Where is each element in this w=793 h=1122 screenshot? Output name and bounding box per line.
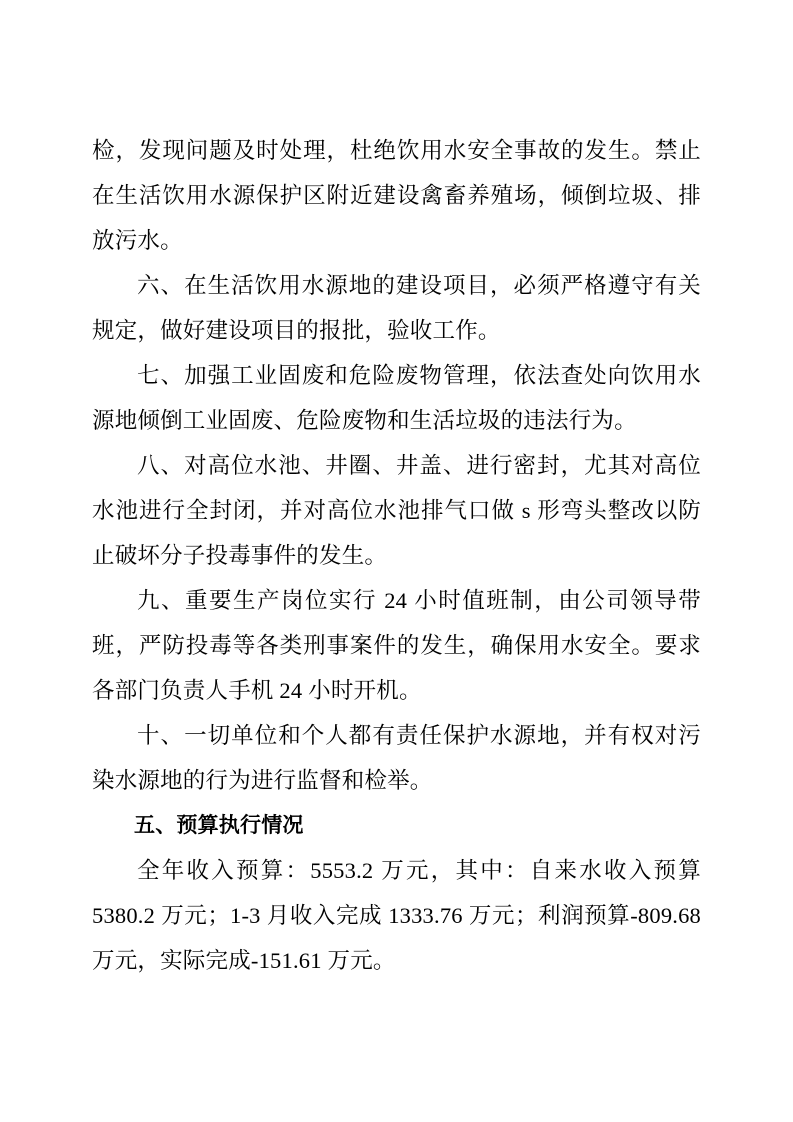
paragraph-budget-figures: 全年收入预算：5553.2 万元，其中：自来水收入预算 5380.2 万元；1-3 月收入完成 1333.76 万元；利润预算-809.68 万元，实际完成-151.61 万元。 — [92, 858, 701, 973]
document-body — [92, 128, 701, 983]
paragraph-item-nine: 九、重要生产岗位实行 24 小时值班制，由公司领导带班，严防投毒等各类刑事案件的发生，确保用水安全。要求各部门负责人手机 24 小时开机。 — [92, 588, 701, 703]
paragraph-item-seven: 七、加强工业固废和危险废物管理，依法查处向饮用水源地倾倒工业固废、危险废物和生活垃圾的违法行为。 — [92, 363, 701, 433]
paragraph-item-five-continued: 检，发现问题及时处理，杜绝饮用水安全事故的发生。禁止在生活饮用水源保护区附近建设禽畜养殖场，倾倒垃圾、排放污水。 — [92, 138, 701, 253]
paragraph-item-six: 六、在生活饮用水源地的建设项目，必须严格遵守有关规定，做好建设项目的报批，验收工作。 — [92, 273, 701, 343]
paragraph-item-eight: 八、对高位水池、井圈、井盖、进行密封，尤其对高位水池进行全封闭，并对高位水池排气口做 s 形弯头整改以防止破坏分子投毒事件的发生。 — [92, 453, 701, 568]
section-heading-budget-execution: 五、预算执行情况 — [134, 813, 304, 837]
paragraph-item-ten: 十、一切单位和个人都有责任保护水源地，并有权对污染水源地的行为进行监督和检举。 — [92, 723, 701, 793]
